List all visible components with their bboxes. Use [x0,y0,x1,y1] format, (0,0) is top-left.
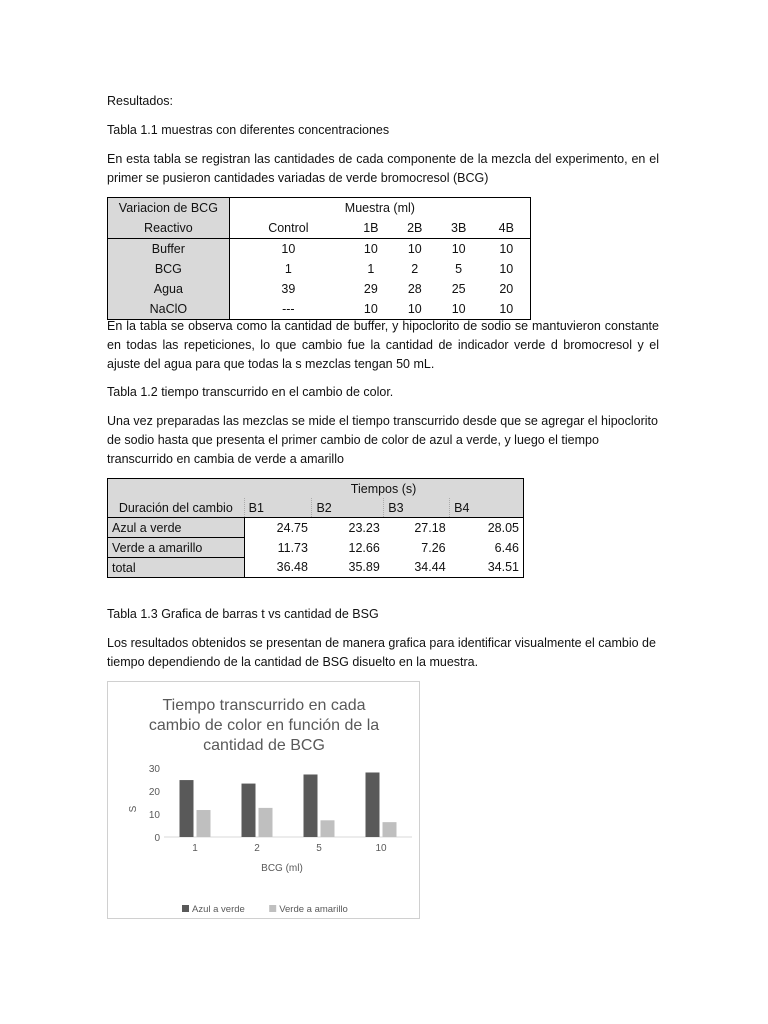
row-label: total [108,558,245,578]
table-cell: 23.23 [348,520,380,535]
x-tick-label: 10 [375,843,387,854]
table-cell: 1 [284,262,292,276]
table-cell: 28 [407,282,422,296]
table-cell: 5 [455,262,463,276]
legend-swatch [182,905,189,912]
table2-header-group: Tiempos (s) [244,479,523,499]
y-axis-label: S [128,805,139,813]
bar [242,784,256,837]
times-table [107,478,524,578]
samples-table [107,197,531,320]
table3-caption: Tabla 1.3 Grafica de barras t vs cantidad de BSG [107,607,379,621]
row-label: Azul a verde [108,518,245,538]
table2-col-header: B2 [312,498,384,518]
bar [180,780,194,837]
x-axis-label: BCG (ml) [261,863,303,874]
row-label: Buffer [108,239,230,260]
bar [304,774,318,837]
bar [383,822,397,837]
table-cell: 12.66 [348,540,380,555]
x-tick-label: 2 [254,843,260,854]
table2-col-header: B4 [450,498,524,518]
table1-header-label: Variacion de BCG [108,198,230,219]
y-tick-label: 30 [148,764,160,775]
results-heading: Resultados: [107,94,174,108]
table-cell: 35.89 [312,558,384,578]
table1-col-header: 4B [483,218,531,239]
table-cell: 10 [363,242,378,256]
legend-label: Verde a amarillo [279,904,348,915]
table2-intro: Una vez preparadas las mezclas se mide el tiempo transcurrido desde que se agregar el hipoclorito de sodio hasta que presenta el primer cambio de color de azul a verde, y luego el tiempo transcurrido en cambia de verde a amarillo [107,414,658,466]
table-cell: 10 [407,242,422,256]
table-cell: 28.05 [450,518,524,538]
table2-col-header: B1 [244,498,312,518]
chart-title-line: cantidad de BCG [203,737,325,754]
table-row [108,518,524,538]
table-cell: 10 [483,299,531,320]
table2-row-header: Duración del cambio [108,498,245,518]
legend-swatch [269,905,276,912]
row-label: BCG [108,259,230,279]
bar [366,772,380,837]
legend-label: Azul a verde [192,904,245,915]
table-cell: 25 [451,282,466,296]
table-cell: 11.73 [277,540,308,555]
bar [321,820,335,837]
x-tick-label: 5 [316,843,322,854]
table-row [108,279,531,299]
table-cell: 34.51 [450,558,524,578]
table1-col-header: 2B [395,218,435,239]
table1-note: En la tabla se observa como la cantidad de buffer, y hipoclorito de sodio se mantuvieron constante en todas las repeticiones, lo que cambio fue la cantidad de indicador verde d bromocresol y el ajuste del agua para que todas la s mezclas tengan 50 mL. [107,319,659,371]
table-cell: 10 [435,299,483,320]
table-cell: 34.44 [384,558,450,578]
table-cell: 36.48 [244,558,312,578]
chart-title-line: Tiempo transcurrido en cada [162,697,366,714]
table-cell: 1 [367,262,375,276]
bar [197,810,211,837]
table-cell: 10 [483,259,531,279]
bar-chart [107,681,420,919]
bar [259,808,273,837]
table-cell: 10 [451,242,466,256]
table1-row-header: Reactivo [108,218,230,239]
table-row [108,239,531,260]
table2-col-header: B3 [384,498,450,518]
table-cell: 10 [483,239,531,260]
table-row [108,259,531,279]
table-cell: 6.46 [450,538,524,558]
table-row [108,538,524,558]
table1-intro: En esta tabla se registran las cantidades de cada componente de la mezcla del experimento, en el primer se pusieron cantidades variadas de verde bromocresol (BCG) [107,152,659,185]
table-cell: 29 [363,282,378,296]
y-tick-label: 0 [154,833,160,844]
table1-col-header: 1B [347,218,395,239]
table1-caption: Tabla 1.1 muestras con diferentes concentraciones [107,123,390,137]
table1-col-header: Control [229,218,347,239]
table1-header-group: Muestra (ml) [229,198,530,219]
row-label: Agua [108,279,230,299]
row-label: NaClO [108,299,230,320]
table-cell: 2 [411,262,419,276]
chart-title-line: cambio de color en función de la [148,717,380,734]
table-cell: 7.26 [421,540,446,555]
table-cell: 10 [281,242,296,256]
y-tick-label: 20 [148,787,160,798]
table-cell: 20 [483,279,531,299]
table-cell: 24.75 [276,520,308,535]
table-row [108,558,524,578]
row-label: Verde a amarillo [108,538,245,558]
table3-intro: Los resultados obtenidos se presentan de manera grafica para identificar visualmente el cambio de tiempo dependiendo de la cantidad de BSG disuelto en la muestra. [107,636,656,669]
table2-corner [108,479,245,499]
table-cell: 10 [347,299,395,320]
x-tick-label: 1 [192,843,198,854]
table1-col-header: 3B [435,218,483,239]
table-cell: --- [229,299,347,320]
y-tick-label: 10 [148,810,160,821]
table-cell: 39 [281,282,296,296]
chart-canvas [108,682,419,918]
table-cell: 27.18 [414,520,446,535]
table-cell: 10 [395,299,435,320]
table2-caption: Tabla 1.2 tiempo transcurrido en el cambio de color. [107,385,394,399]
